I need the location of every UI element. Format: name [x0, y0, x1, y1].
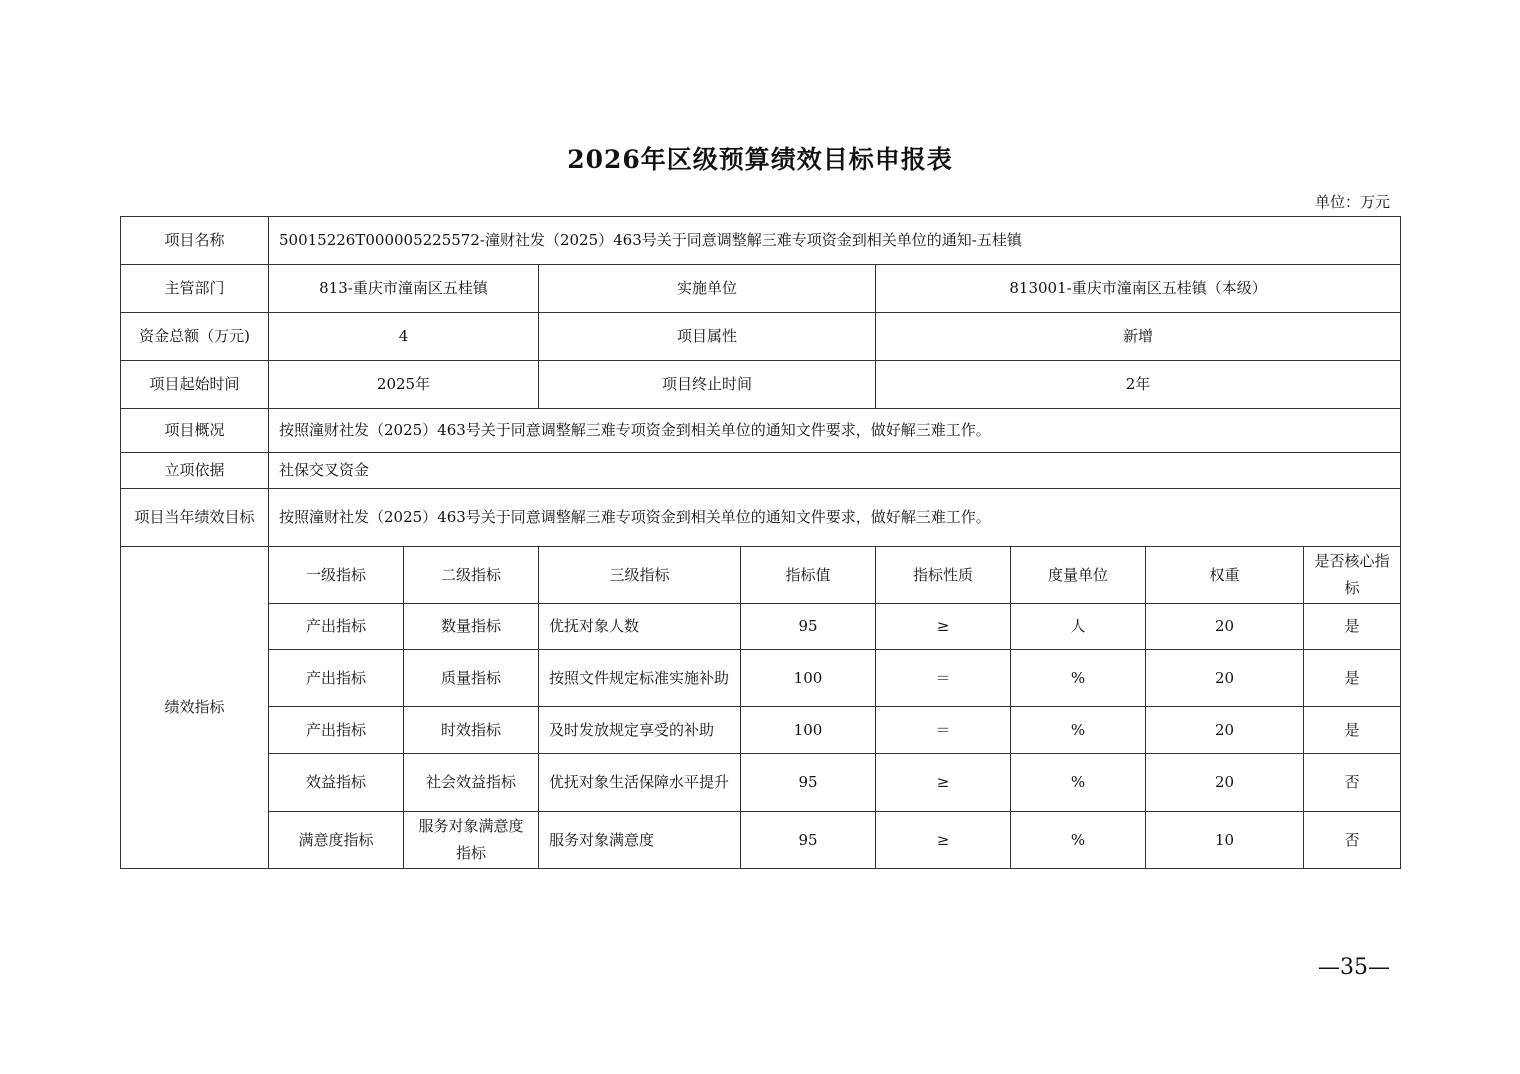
core-cell: 是	[1304, 604, 1401, 650]
core-cell: 是	[1304, 650, 1401, 707]
header-core: 是否核心指标	[1304, 547, 1401, 604]
project-name-value: 50015226T000005225572-潼财社发（2025）463号关于同意调整解三难专项资金到相关单位的通知-五桂镇	[269, 217, 1401, 265]
row-department	[121, 265, 1401, 313]
header-level2: 二级指标	[404, 547, 539, 604]
value-cell: 95	[741, 604, 876, 650]
unit-label: 单位：万元	[1314, 193, 1390, 211]
value-cell: 100	[741, 707, 876, 754]
header-nature: 指标性质	[876, 547, 1011, 604]
indicator-header-row	[121, 547, 1401, 604]
level1-cell: 满意度指标	[269, 812, 404, 869]
indicator-row	[121, 604, 1401, 650]
goal-label: 项目当年绩效目标	[121, 489, 269, 547]
value-cell: 100	[741, 650, 876, 707]
indicator-row	[121, 707, 1401, 754]
core-cell: 否	[1304, 812, 1401, 869]
dept-label: 主管部门	[121, 265, 269, 313]
weight-cell: 20	[1146, 754, 1304, 812]
weight-cell: 10	[1146, 812, 1304, 869]
value-cell: 95	[741, 754, 876, 812]
nature-cell: ≥	[876, 604, 1011, 650]
level2-cell: 社会效益指标	[404, 754, 539, 812]
level3-cell: 按照文件规定标准实施补助	[539, 650, 741, 707]
impl-value: 813001-重庆市潼南区五桂镇（本级）	[876, 265, 1401, 313]
core-cell: 否	[1304, 754, 1401, 812]
weight-cell: 20	[1146, 650, 1304, 707]
level3-cell: 优抚对象生活保障水平提升	[539, 754, 741, 812]
level1-cell: 产出指标	[269, 707, 404, 754]
unit-cell: 人	[1011, 604, 1146, 650]
indicator-row	[121, 754, 1401, 812]
basis-value: 社保交叉资金	[269, 453, 1401, 489]
row-project-name	[121, 217, 1401, 265]
core-cell: 是	[1304, 707, 1401, 754]
level3-cell: 优抚对象人数	[539, 604, 741, 650]
level1-cell: 效益指标	[269, 754, 404, 812]
header-level1: 一级指标	[269, 547, 404, 604]
level2-cell: 数量指标	[404, 604, 539, 650]
level1-cell: 产出指标	[269, 650, 404, 707]
page-title: 2026年区级预算绩效目标申报表	[567, 145, 953, 174]
level2-cell: 服务对象满意度指标	[404, 812, 539, 869]
level3-cell: 及时发放规定享受的补助	[539, 707, 741, 754]
start-value: 2025年	[269, 361, 539, 409]
unit-cell: %	[1011, 812, 1146, 869]
impl-label: 实施单位	[539, 265, 876, 313]
row-basis	[121, 453, 1401, 489]
fund-label: 资金总额（万元)	[121, 313, 269, 361]
indicator-row	[121, 812, 1401, 869]
row-fund	[121, 313, 1401, 361]
header-level3: 三级指标	[539, 547, 741, 604]
level2-cell: 时效指标	[404, 707, 539, 754]
end-value: 2年	[876, 361, 1401, 409]
goal-value: 按照潼财社发（2025）463号关于同意调整解三难专项资金到相关单位的通知文件要求，做好解三难工作。	[269, 489, 1401, 547]
header-unit: 度量单位	[1011, 547, 1146, 604]
nature-cell: ＝	[876, 707, 1011, 754]
project-name-label: 项目名称	[121, 217, 269, 265]
end-label: 项目终止时间	[539, 361, 876, 409]
level1-cell: 产出指标	[269, 604, 404, 650]
overview-value: 按照潼财社发（2025）463号关于同意调整解三难专项资金到相关单位的通知文件要求，做好解三难工作。	[269, 409, 1401, 453]
start-label: 项目起始时间	[121, 361, 269, 409]
value-cell: 95	[741, 812, 876, 869]
overview-label: 项目概况	[121, 409, 269, 453]
header-value: 指标值	[741, 547, 876, 604]
attr-value: 新增	[876, 313, 1401, 361]
indicators-section-label: 绩效指标	[121, 547, 269, 869]
unit-cell: %	[1011, 707, 1146, 754]
weight-cell: 20	[1146, 604, 1304, 650]
row-period	[121, 361, 1401, 409]
budget-performance-table	[120, 216, 1401, 869]
header-weight: 权重	[1146, 547, 1304, 604]
weight-cell: 20	[1146, 707, 1304, 754]
fund-value: 4	[269, 313, 539, 361]
nature-cell: ≥	[876, 754, 1011, 812]
level3-cell: 服务对象满意度	[539, 812, 741, 869]
unit-cell: %	[1011, 650, 1146, 707]
level2-cell: 质量指标	[404, 650, 539, 707]
basis-label: 立项依据	[121, 453, 269, 489]
indicator-row	[121, 650, 1401, 707]
page-number: —35—	[1318, 955, 1390, 980]
nature-cell: ≥	[876, 812, 1011, 869]
row-goal	[121, 489, 1401, 547]
attr-label: 项目属性	[539, 313, 876, 361]
row-overview	[121, 409, 1401, 453]
dept-value: 813-重庆市潼南区五桂镇	[269, 265, 539, 313]
unit-cell: %	[1011, 754, 1146, 812]
nature-cell: ＝	[876, 650, 1011, 707]
